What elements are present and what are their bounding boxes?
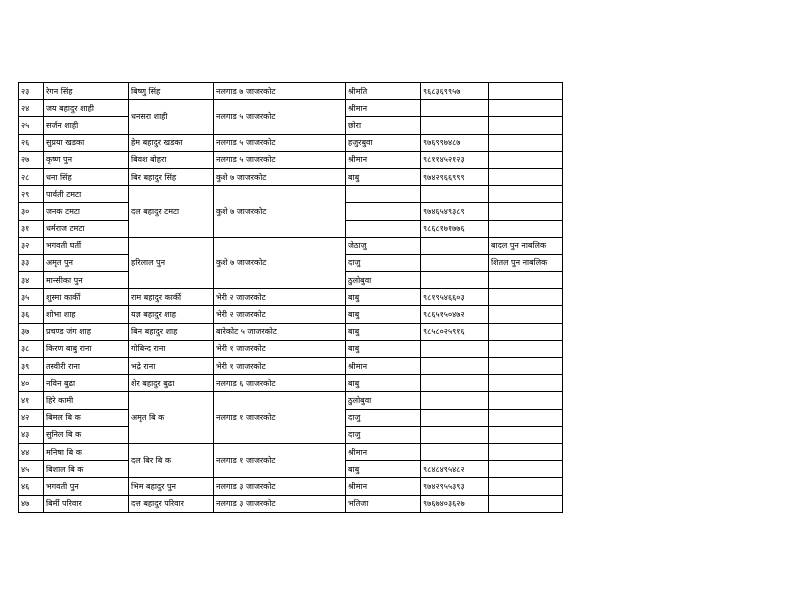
guardian-cell: धनसरा शाही <box>129 100 214 134</box>
serial-cell: ३३ <box>19 254 44 271</box>
relation-cell: श्रीमति <box>346 83 421 100</box>
phone-cell: ९७६७४०३६२७ <box>421 495 489 512</box>
relation-cell: दाजु <box>346 409 421 426</box>
guardian-cell: शेर बहादुर बुढा <box>129 375 214 392</box>
relation-cell: हजुरबुवा <box>346 134 421 151</box>
address-cell: कुशे ७ जाजरकोट <box>214 237 346 289</box>
serial-cell: ३२ <box>19 237 44 254</box>
name-cell: भगवती घर्ती <box>44 237 129 254</box>
relation-cell: श्रीमान <box>346 100 421 117</box>
remark-cell <box>489 220 563 237</box>
phone-cell: ९६८३६९९५७ <box>421 83 489 100</box>
phone-cell <box>421 186 489 203</box>
remark-cell <box>489 461 563 478</box>
guardian-cell: बिर बहादुर सिंह <box>129 168 214 185</box>
table-row <box>19 443 563 460</box>
name-cell: बिर्मी परिवार <box>44 495 129 512</box>
remark-cell <box>489 151 563 168</box>
serial-cell: ४१ <box>19 392 44 409</box>
name-cell: शोभा शाह <box>44 306 129 323</box>
table-row <box>19 323 563 340</box>
serial-cell: ३८ <box>19 340 44 357</box>
phone-cell <box>421 426 489 443</box>
phone-cell <box>421 409 489 426</box>
guardian-cell: यज्ञ बहादुर शाह <box>129 306 214 323</box>
relation-cell: ठुलोबुवा <box>346 392 421 409</box>
remark-cell <box>489 340 563 357</box>
serial-cell: २३ <box>19 83 44 100</box>
guardian-cell: बिष्णु सिंह <box>129 83 214 100</box>
relation-cell: श्रीमान <box>346 478 421 495</box>
relation-cell: बाबु <box>346 375 421 392</box>
guardian-cell: गोबिन्द राना <box>129 340 214 357</box>
relation-cell <box>346 203 421 220</box>
name-cell: सुनिल बि क <box>44 426 129 443</box>
serial-cell: २८ <box>19 168 44 185</box>
phone-cell: ९८६५१५०४७२ <box>421 306 489 323</box>
table-row <box>19 151 563 168</box>
guardian-cell: भिम बहादुर पुन <box>129 478 214 495</box>
relation-cell: श्रीमान <box>346 151 421 168</box>
serial-cell: ४० <box>19 375 44 392</box>
guardian-cell: दल बिर बि क <box>129 443 214 477</box>
relation-cell: बाबु <box>346 461 421 478</box>
table-row <box>19 134 563 151</box>
phone-cell: ९७४२९६६९९९ <box>421 168 489 185</box>
relation-cell: भतिजा <box>346 495 421 512</box>
serial-cell: २४ <box>19 100 44 117</box>
relation-cell: बाबु <box>346 340 421 357</box>
name-cell: रेगन सिंह <box>44 83 129 100</box>
remark-cell <box>489 168 563 185</box>
address-cell: नलगाड ३ जाजरकोट <box>214 495 346 512</box>
address-cell: कुशे ७ जाजरकोट <box>214 168 346 185</box>
relation-cell: जेठाजु <box>346 237 421 254</box>
guardian-cell: हरिलाल पुन <box>129 237 214 289</box>
serial-cell: ४७ <box>19 495 44 512</box>
name-cell: बिशाल बि क <box>44 461 129 478</box>
name-cell: मनिषा बि क <box>44 443 129 460</box>
table-row <box>19 392 563 409</box>
name-cell: धना सिंह <box>44 168 129 185</box>
address-cell: नलगाड १ जाजरकोट <box>214 443 346 477</box>
address-cell: नलगाड ६ जाजरकोट <box>214 375 346 392</box>
relation-cell: बाबु <box>346 306 421 323</box>
remark-cell <box>489 203 563 220</box>
serial-cell: ४६ <box>19 478 44 495</box>
address-cell: भेरी १ जाजरकोट <box>214 340 346 357</box>
address-cell: नलगाड ३ जाजरकोट <box>214 478 346 495</box>
table-row <box>19 495 563 512</box>
name-cell: भगवती पुन <box>44 478 129 495</box>
remark-cell: शितल पुन नाबलिक <box>489 254 563 271</box>
guardian-cell: दल बहादुर टमटा <box>129 186 214 238</box>
serial-cell: ३० <box>19 203 44 220</box>
remark-cell <box>489 375 563 392</box>
name-cell: सुप्रया खडका <box>44 134 129 151</box>
name-cell: धर्मराज टमटा <box>44 220 129 237</box>
name-cell: शुस्मा कार्की <box>44 289 129 306</box>
table-row <box>19 289 563 306</box>
remark-cell <box>489 323 563 340</box>
phone-cell <box>421 272 489 289</box>
phone-cell: ९८११४५२१२३ <box>421 151 489 168</box>
remark-cell <box>489 409 563 426</box>
relation-cell <box>346 220 421 237</box>
remark-cell <box>489 306 563 323</box>
phone-cell: ९७४६५४९३८९ <box>421 203 489 220</box>
remark-cell <box>489 117 563 134</box>
name-cell: प्रचण्ड जंग शाह <box>44 323 129 340</box>
relation-cell: बाबु <box>346 168 421 185</box>
serial-cell: ४५ <box>19 461 44 478</box>
phone-cell: ९८१९५४६६०३ <box>421 289 489 306</box>
guardian-cell: राम बहादुर कार्की <box>129 289 214 306</box>
serial-cell: ४४ <box>19 443 44 460</box>
guardian-cell: बिन बहादुर शाह <box>129 323 214 340</box>
address-cell: नलगाड ५ जाजरकोट <box>214 151 346 168</box>
relation-cell: बाबु <box>346 323 421 340</box>
remark-cell <box>489 495 563 512</box>
name-cell: जनक टमटा <box>44 203 129 220</box>
remark-cell <box>489 289 563 306</box>
table-row <box>19 478 563 495</box>
remark-cell <box>489 443 563 460</box>
phone-cell <box>421 237 489 254</box>
phone-cell: ९७६९९७४८७ <box>421 134 489 151</box>
relation-cell <box>346 186 421 203</box>
serial-cell: ३१ <box>19 220 44 237</box>
remark-cell: बादल पुन नाबलिक <box>489 237 563 254</box>
serial-cell: २७ <box>19 151 44 168</box>
address-cell: भेरी २ जाजरकोट <box>214 289 346 306</box>
phone-cell <box>421 358 489 375</box>
relation-cell: छोरा <box>346 117 421 134</box>
phone-cell <box>421 117 489 134</box>
name-cell: हिरे कामी <box>44 392 129 409</box>
guardian-cell: बिवश बोहरा <box>129 151 214 168</box>
serial-cell: ४२ <box>19 409 44 426</box>
remark-cell <box>489 392 563 409</box>
phone-cell <box>421 340 489 357</box>
remark-cell <box>489 426 563 443</box>
remark-cell <box>489 83 563 100</box>
name-cell: अमृत पुन <box>44 254 129 271</box>
remark-cell <box>489 134 563 151</box>
phone-cell: ९८५८०२५९१६ <box>421 323 489 340</box>
name-cell: पार्वती टमटा <box>44 186 129 203</box>
name-cell: बिमल बि क <box>44 409 129 426</box>
table-row <box>19 340 563 357</box>
table-row <box>19 375 563 392</box>
remark-cell <box>489 186 563 203</box>
table-row <box>19 100 563 117</box>
remark-cell <box>489 100 563 117</box>
table-row <box>19 168 563 185</box>
phone-cell <box>421 443 489 460</box>
guardian-cell: भद्रे राना <box>129 358 214 375</box>
name-cell: मान्सीका पुन <box>44 272 129 289</box>
relation-cell: ठुलोबुवा <box>346 272 421 289</box>
serial-cell: ३४ <box>19 272 44 289</box>
serial-cell: ३६ <box>19 306 44 323</box>
table-row <box>19 186 563 203</box>
remark-cell <box>489 478 563 495</box>
phone-cell: ९८६८१७१७७६ <box>421 220 489 237</box>
table-row <box>19 83 563 100</box>
name-cell: नविन बुढा <box>44 375 129 392</box>
address-cell: नलगाड १ जाजरकोट <box>214 392 346 444</box>
phone-cell <box>421 375 489 392</box>
guardian-cell: अमृत बि क <box>129 392 214 444</box>
address-cell: बारेकोट ५ जाजरकोट <box>214 323 346 340</box>
name-cell: तस्वीरी राना <box>44 358 129 375</box>
beneficiary-table <box>18 82 563 513</box>
serial-cell: २९ <box>19 186 44 203</box>
guardian-cell: दत्त बहादुर परिवार <box>129 495 214 512</box>
serial-cell: ३९ <box>19 358 44 375</box>
table-row <box>19 358 563 375</box>
relation-cell: श्रीमान <box>346 358 421 375</box>
name-cell: कृष्ण पुन <box>44 151 129 168</box>
address-cell: भेरी १ जाजरकोट <box>214 358 346 375</box>
address-cell: कुशे ७ जाजरकोट <box>214 186 346 238</box>
remark-cell <box>489 358 563 375</box>
remark-cell <box>489 272 563 289</box>
relation-cell: दाजु <box>346 426 421 443</box>
address-cell: नलगाड ७ जाजरकोट <box>214 83 346 100</box>
serial-cell: २५ <box>19 117 44 134</box>
phone-cell: ९७४२९५५३९३ <box>421 478 489 495</box>
serial-cell: ४३ <box>19 426 44 443</box>
address-cell: नलगाड ५ जाजरकोट <box>214 134 346 151</box>
phone-cell: ९८४८४९५४८२ <box>421 461 489 478</box>
phone-cell <box>421 392 489 409</box>
name-cell: जय बहादुर शाही <box>44 100 129 117</box>
guardian-cell: हेम बहादुर खडका <box>129 134 214 151</box>
phone-cell <box>421 254 489 271</box>
address-cell: भेरी २ जाजरकोट <box>214 306 346 323</box>
serial-cell: ३७ <box>19 323 44 340</box>
name-cell: सर्जन शाही <box>44 117 129 134</box>
relation-cell: दाजु <box>346 254 421 271</box>
serial-cell: ३५ <box>19 289 44 306</box>
table-row <box>19 306 563 323</box>
serial-cell: २६ <box>19 134 44 151</box>
table-row <box>19 237 563 254</box>
address-cell: नलगाड ५ जाजरकोट <box>214 100 346 134</box>
name-cell: किरण बाबु राना <box>44 340 129 357</box>
relation-cell: श्रीमान <box>346 443 421 460</box>
relation-cell: बाबु <box>346 289 421 306</box>
phone-cell <box>421 100 489 117</box>
